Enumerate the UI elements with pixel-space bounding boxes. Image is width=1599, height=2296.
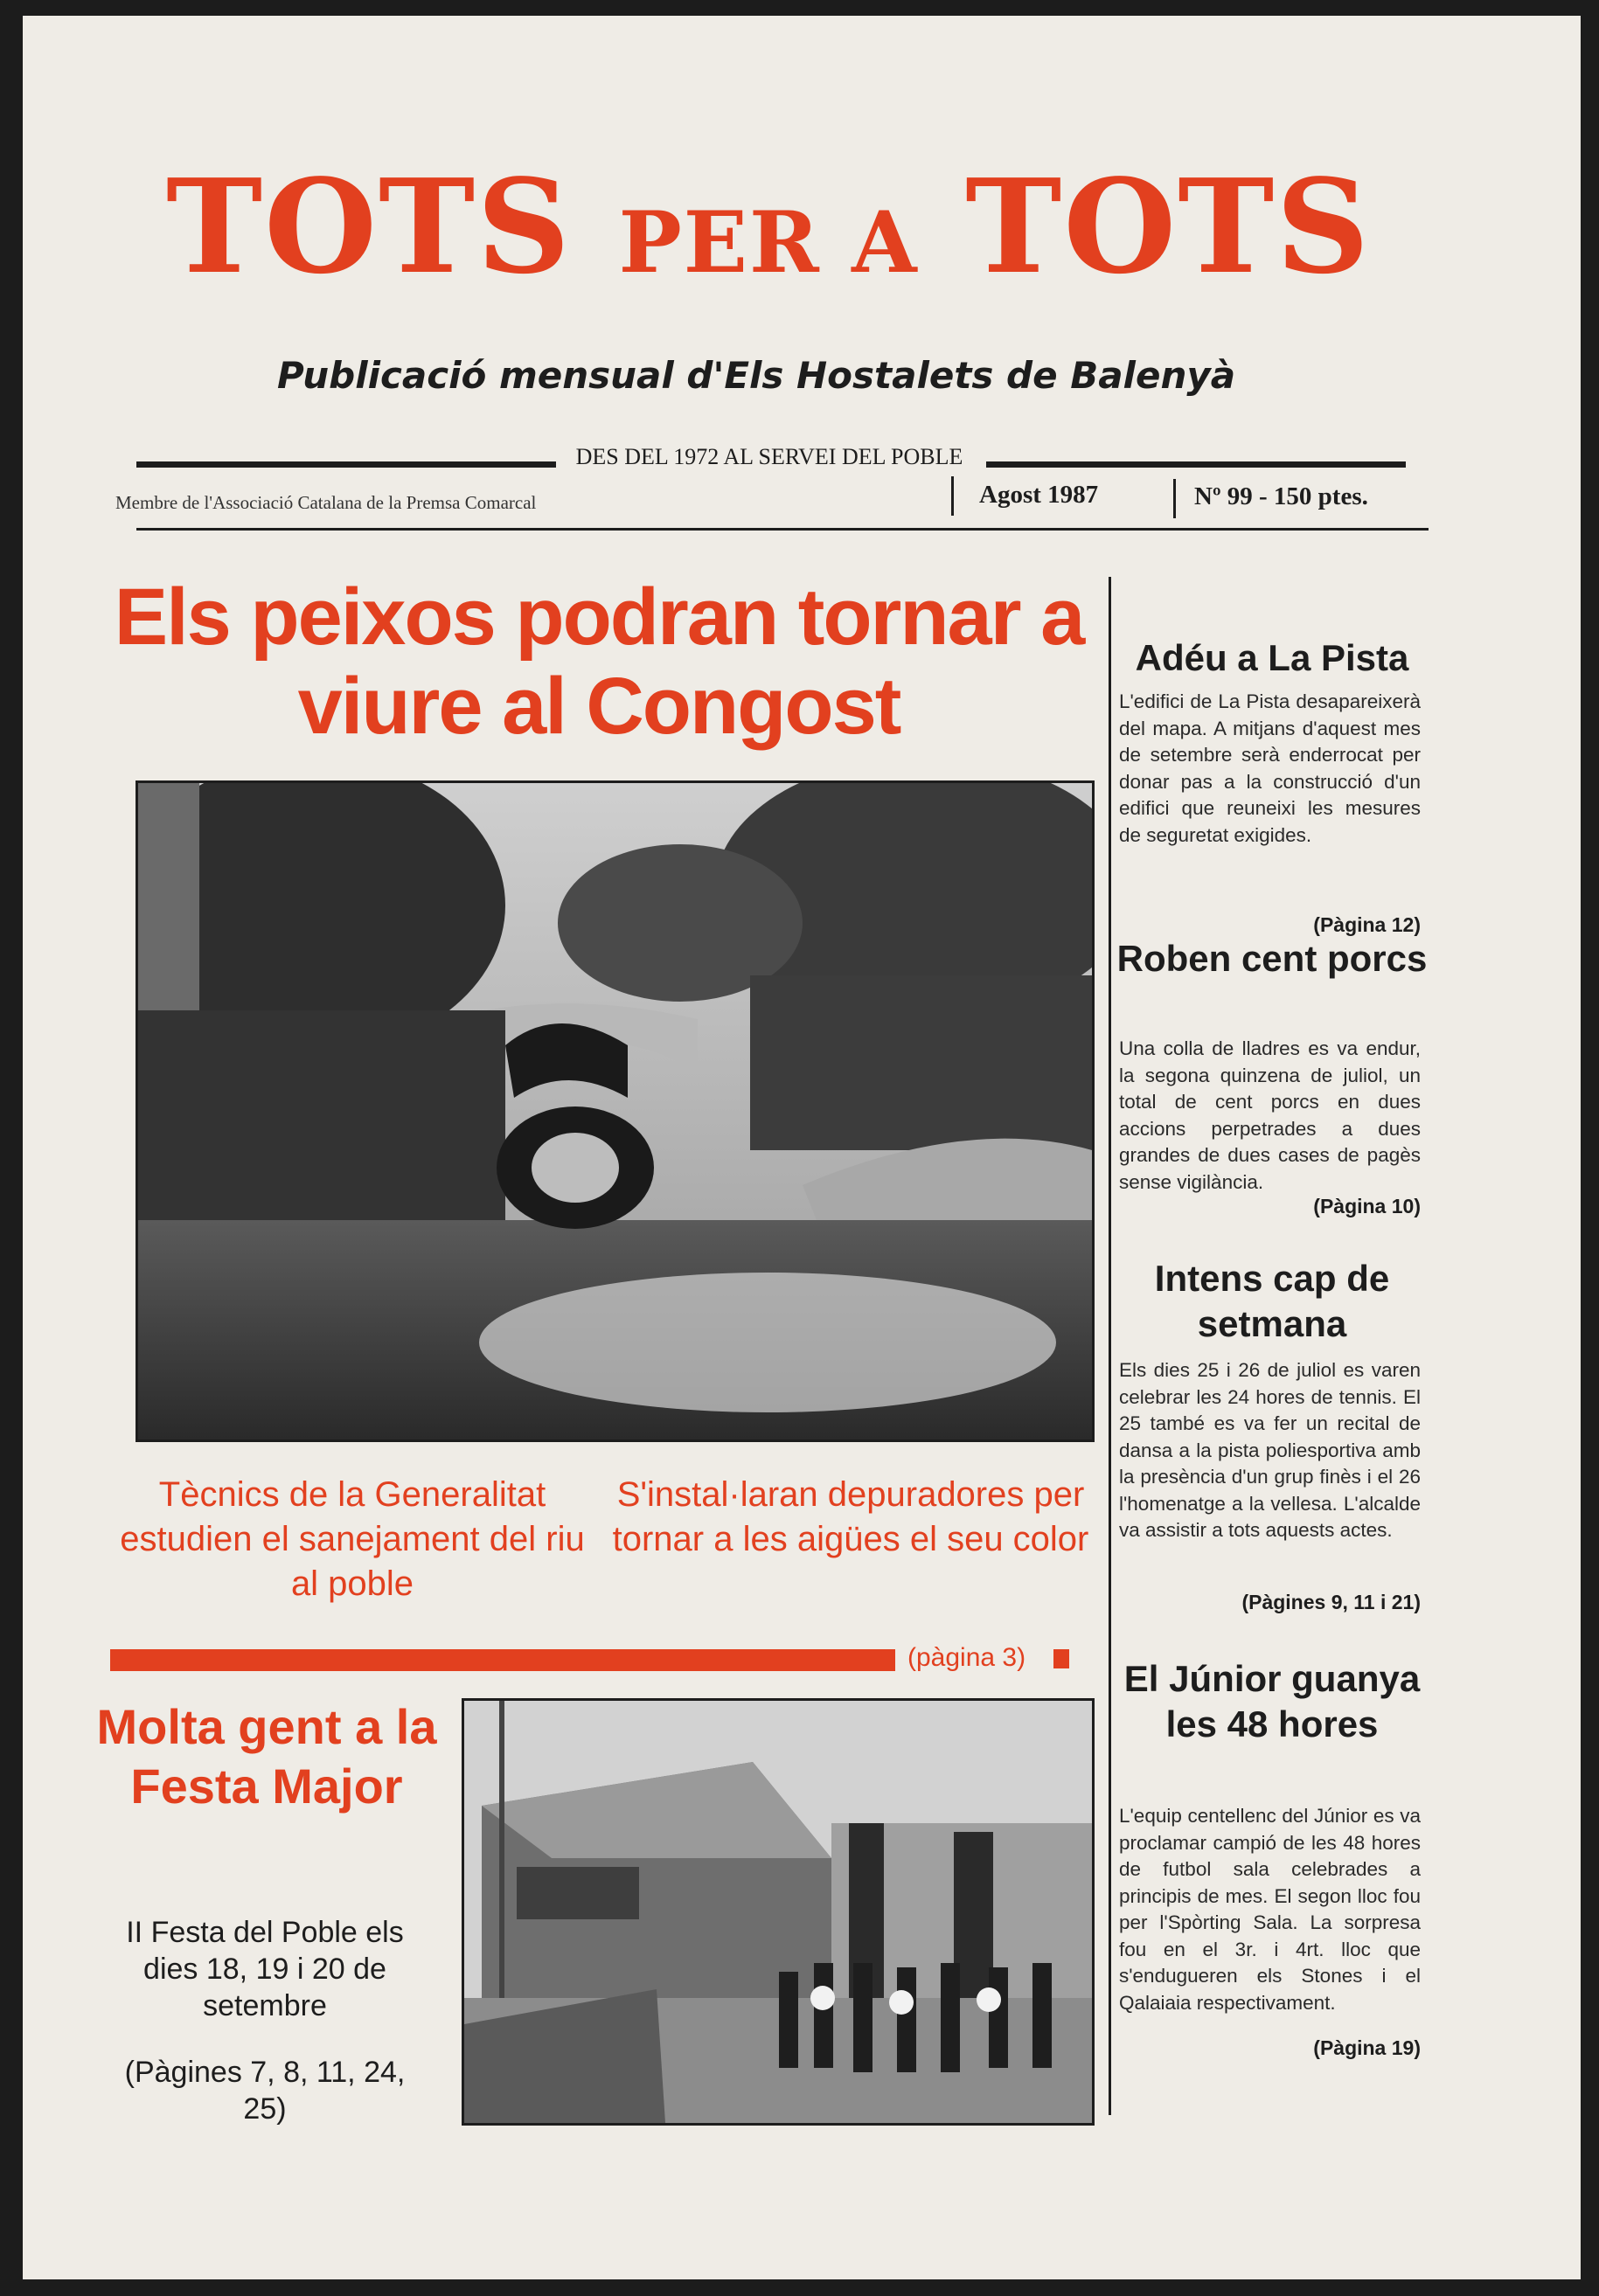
sidebar-headline-4: El Júnior guanya les 48 hores: [1123, 1658, 1421, 1745]
masthead-word-3: TOTS: [965, 150, 1372, 302]
separator-1: [951, 476, 954, 516]
masthead-word-2: PER A: [618, 193, 919, 292]
sidebar-headline-1: Adéu a La Pista: [1135, 637, 1409, 678]
sidebar-body-2: Una colla de lladres es va endur, la segona quinzena de juliol, un total de cent porcs en dues accions perpetrades a dues grandes de dues cases de pagès sense vigilància.: [1119, 1037, 1421, 1193]
lead-page-ref: (pàgina 3): [907, 1643, 1026, 1672]
rule-bottom: [136, 528, 1429, 531]
masthead-title: [166, 150, 1372, 302]
sidebar-headline-2: Roben cent porcs: [1116, 938, 1428, 979]
sidebar-headline-3: Intens cap de setmana: [1154, 1258, 1390, 1344]
sidebar-body-3: Els dies 25 i 26 de juliol es varen celebrar les 24 hores de tennis. El 25 també es va fer un recital de dansa a la pista poliesportiva amb la presència d'un grup finès i el 26 l'homenatge a la vellesa. L'alcalde va assistir a tots aquests actes.: [1119, 1359, 1421, 1541]
festa-page-ref: (Pàgines 7, 8, 11, 24, 25): [124, 2056, 406, 2126]
sidebar-ref-3: (Pàgines 9, 11 i 21): [1241, 1591, 1421, 1613]
festa-parade-image: [464, 1701, 1092, 2123]
rule-left: [136, 461, 556, 468]
member-note: Membre de l'Associació Catalana de la Premsa Comarcal: [115, 492, 537, 513]
festa-parade-photo: [462, 1698, 1095, 2126]
separator-2: [1173, 479, 1176, 518]
sidebar-body-1: L'edifici de La Pista desapareixerà del mapa. A mitjans d'aquest mes de setembre serà enderrocat per donar pas a la construcció d'un edifici que reuneixi les mesures de seguretat exigides.: [1119, 690, 1421, 846]
river-bridge-image: [138, 783, 1092, 1439]
masthead-subtitle: Publicació mensual d'Els Hostalets de Balenyà: [276, 354, 1236, 397]
masthead-word-1: TOTS: [166, 150, 573, 302]
issue-number: Nº 99 - 150 ptes.: [1194, 482, 1368, 510]
lead-subhead-left: Tècnics de la Generalitat estudien el sanejament del riu al poble: [120, 1475, 585, 1603]
sidebar-ref-2: (Pàgina 10): [1313, 1195, 1421, 1217]
lead-headline: Els peixos podran tornar a viure al Congost: [114, 572, 1084, 751]
sidebar-body-4: L'equip centellenc del Júnior es va proclamar campió de les 48 hores de futbol sala celebrades a principis de mes. El segon lloc fou per l'Spòrting Sala. La sorpresa fou en el 3r. i 4rt. lloc que s'endugueren els Stones i el Qalaiaia respectivament.: [1119, 1805, 1421, 2014]
lead-red-square: [1053, 1649, 1069, 1668]
festa-summary: II Festa del Poble els dies 18, 19 i 20 de setembre: [126, 1916, 404, 2022]
tagline: DES DEL 1972 AL SERVEI DEL POBLE: [575, 444, 963, 469]
river-bridge-photo: [136, 780, 1095, 1442]
sidebar-ref-4: (Pàgina 19): [1313, 2036, 1421, 2059]
sidebar-ref-1: (Pàgina 12): [1313, 913, 1421, 936]
issue-date: Agost 1987: [979, 481, 1099, 509]
rule-right: [986, 461, 1406, 468]
festa-headline: Molta gent a la Festa Major: [96, 1699, 437, 1814]
lead-red-bar: [110, 1649, 895, 1671]
lead-subhead-right: S'instal·laran depuradores per tornar a les aigües el seu color: [612, 1475, 1089, 1558]
